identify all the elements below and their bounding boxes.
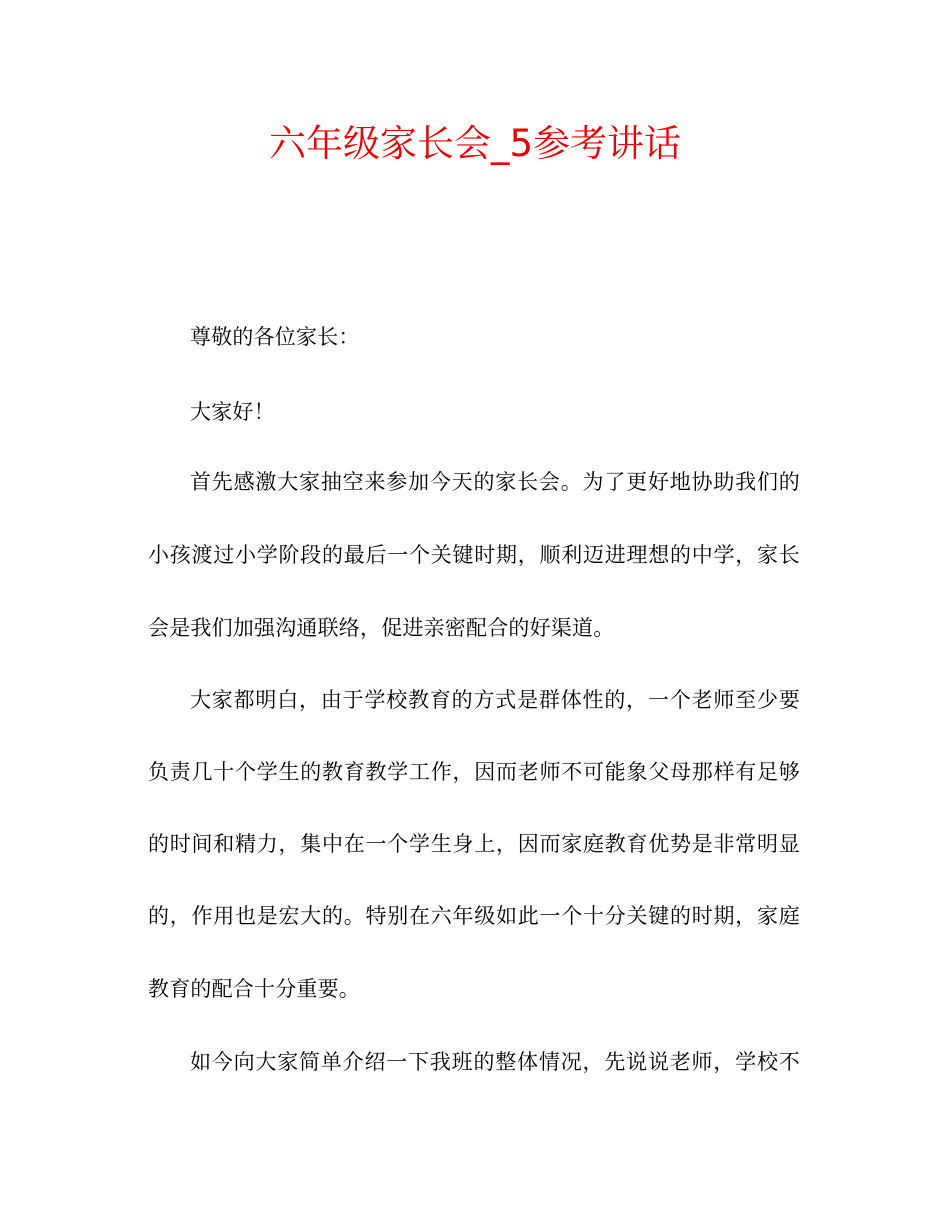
- paragraph-2-line-2: 负责几十个学生的教育教学工作，因而老师不可能象父母那样有足够: [148, 760, 800, 784]
- paragraph-1-line-1: 首先感激大家抽空来参加今天的家长会。为了更好地协助我们的: [190, 470, 800, 494]
- paragraph-3-line-1: 如今向大家简单介绍一下我班的整体情况，先说说老师，学校不: [190, 1050, 800, 1074]
- paragraph-1-line-3: 会是我们加强沟通联络，促进亲密配合的好渠道。: [148, 616, 615, 640]
- salutation-line: 尊敬的各位家长：: [190, 325, 360, 349]
- greeting-line: 大家好！: [190, 400, 275, 424]
- paragraph-2-line-4: 的，作用也是宏大的。特别在六年级如此一个十分关键的时期，家庭: [148, 904, 800, 928]
- document-title: 六年级家长会_5参考讲话: [268, 122, 682, 165]
- paragraph-2-line-1: 大家都明白，由于学校教育的方式是群体性的，一个老师至少要: [190, 688, 800, 712]
- paragraph-2-line-5: 教育的配合十分重要。: [148, 977, 360, 1001]
- paragraph-1-line-2: 小孩渡过小学阶段的最后一个关键时期，顺利迈进理想的中学，家长: [148, 543, 800, 567]
- paragraph-2-line-3: 的时间和精力，集中在一个学生身上，因而家庭教育优势是非常明显: [148, 832, 800, 856]
